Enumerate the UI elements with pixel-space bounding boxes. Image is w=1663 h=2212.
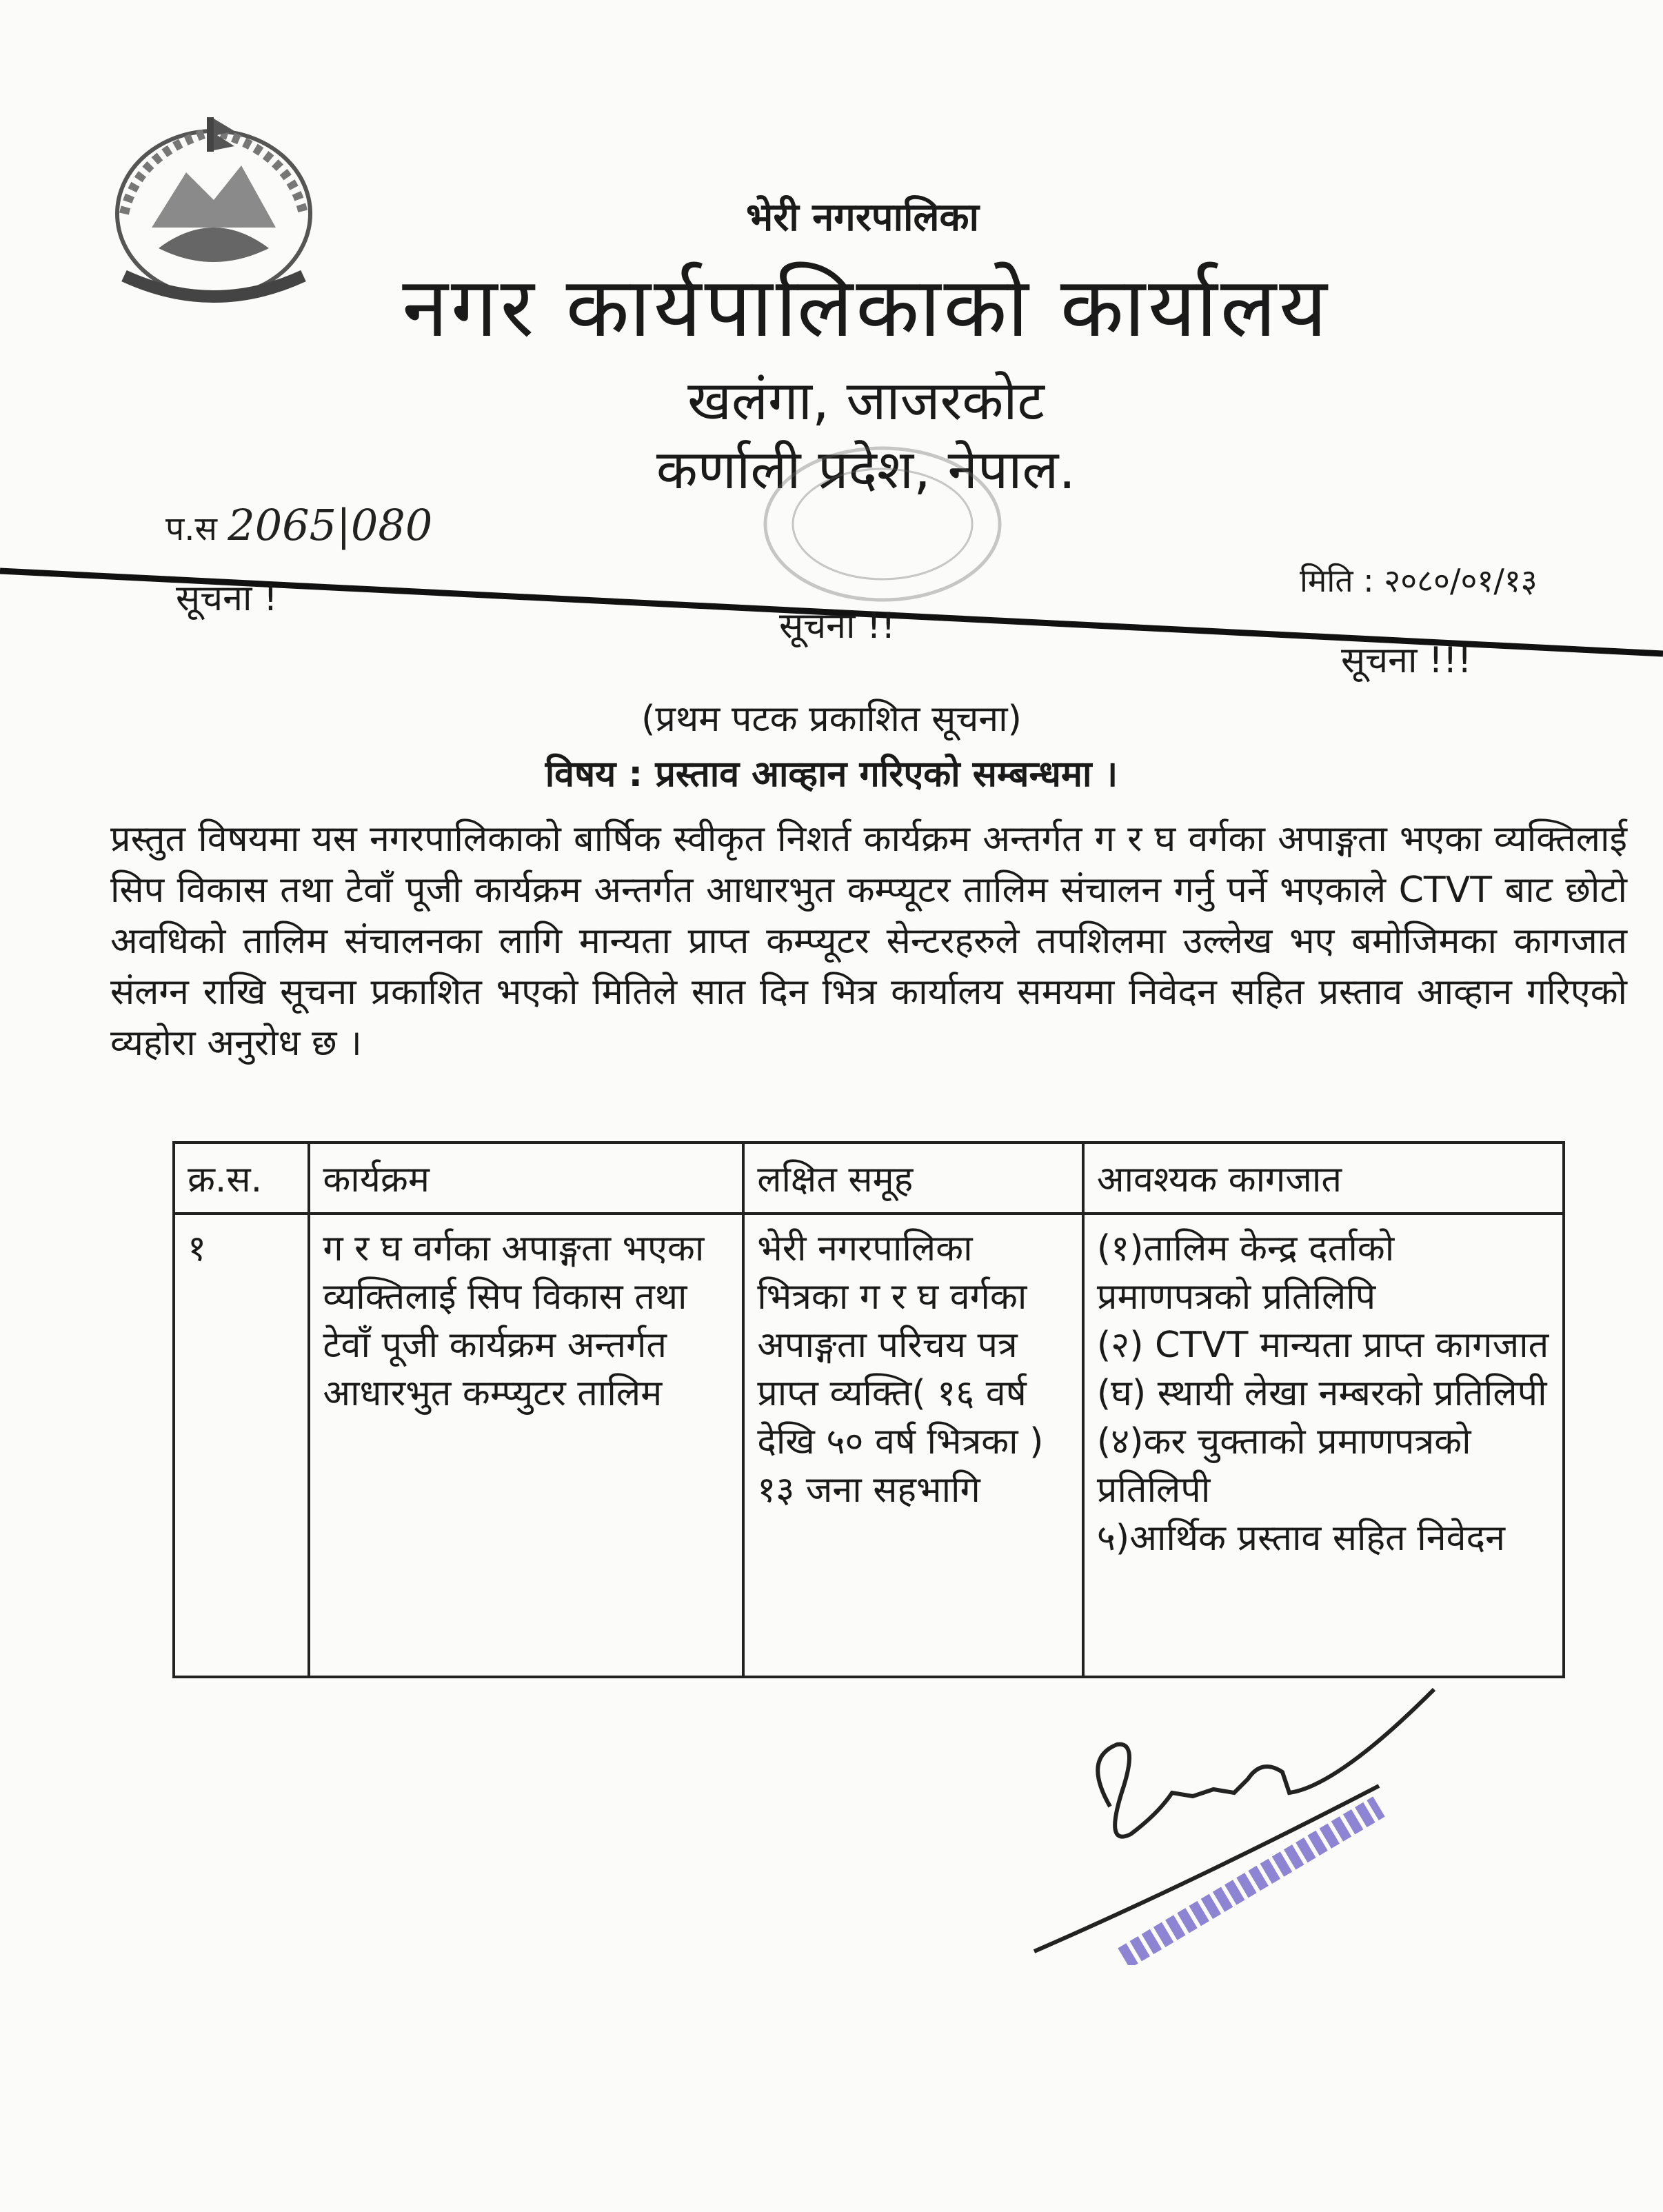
reference-number xyxy=(165,500,432,550)
requirement-item: ५)आर्थिक प्रस्ताव सहित निवेदन xyxy=(1096,1518,1505,1559)
cell-target-group: भेरी नगरपालिका भित्रका ग र घ वर्गका अपाङ्गता परिचय पत्र प्राप्त व्यक्ति( १६ वर्ष देखि ५० वर्ष भित्रका ) १३ जना सहभागि xyxy=(743,1214,1083,1677)
address-line-2: कर्णाली प्रदेश, नेपाल. xyxy=(656,439,1076,501)
reference-label: प.स xyxy=(165,510,217,548)
cell-required-documents xyxy=(1083,1214,1564,1677)
header-program: कार्यक्रम xyxy=(309,1143,743,1214)
office-title: नगर कार्यपालिकाको कार्यालय xyxy=(402,260,1330,356)
requirement-item: (घ) स्थायी लेखा नम्बरको प्रतिलिपी xyxy=(1096,1373,1547,1414)
notice-label-3: सूचना !!! xyxy=(1341,640,1472,681)
requirements-table xyxy=(172,1141,1565,1678)
requirement-item: (१)तालिम केन्द्र दर्ताको प्रमाणपत्रको प्रतिलिपि xyxy=(1096,1228,1395,1318)
table-header-row xyxy=(174,1143,1564,1214)
cell-serial: १ xyxy=(174,1214,309,1677)
publication-note: (प्रथम पटक प्रकाशित सूचना) xyxy=(641,698,1022,740)
signature-icon xyxy=(1020,1676,1503,1965)
issue-date: मिति : २०८०/०१/१३ xyxy=(1300,562,1538,599)
municipality-name: भेरी नगरपालिका xyxy=(745,195,980,240)
header-required-documents: आवश्यक कागजात xyxy=(1083,1143,1564,1214)
cell-program: ग र घ वर्गका अपाङ्गता भएका व्यक्तिलाई सिप विकास तथा टेवाँ पूजी कार्यक्रम अन्तर्गत आधारभुत कम्प्युटर तालिम xyxy=(309,1214,743,1677)
subject-line: विषय : प्रस्ताव आव्हान गरिएको सम्बन्धमा । xyxy=(545,754,1118,795)
table-row xyxy=(174,1214,1564,1677)
notice-label-1: सूचना ! xyxy=(176,578,278,619)
requirement-item: (४)कर चुक्ताको प्रमाणपत्रको प्रतिलिपी xyxy=(1096,1421,1471,1511)
notice-label-2: सूचना !! xyxy=(779,605,896,647)
reference-value: 2065|080 xyxy=(228,500,433,550)
header-target-group: लक्षित समूह xyxy=(743,1143,1083,1214)
header-serial: क्र.स. xyxy=(174,1143,309,1214)
notice-body: प्रस्तुत विषयमा यस नगरपालिकाको बार्षिक स्वीकृत निशर्त कार्यक्रम अन्तर्गत ग र घ वर्गका अपाङ्गता भएका व्यक्तिलाई सिप विकास तथा टेवाँ पूजी कार्यक्रम अन्तर्गत आधारभुत कम्प्यूटर तालिम संचालन गर्नु पर्ने भएकाले CTVT बाट छोटो अवधिको तालिम संचालनका लागि मान्यता प्राप्त कम्प्यूटर सेन्टरहरुले तपशिलमा उल्लेख भए बमोजिमका कागजात संलग्न राखि सूचना प्रकाशित भएको मितिले सात दिन भित्र कार्यालय समयमा निवेदन सहित प्रस्ताव आव्हान गरिएको व्यहोरा अनुरोध छ । xyxy=(110,818,1627,1064)
address-line-1: खलंगा, जाजरकोट xyxy=(687,370,1045,432)
requirement-item: (२) CTVT मान्यता प्राप्त कागजात xyxy=(1096,1325,1549,1366)
